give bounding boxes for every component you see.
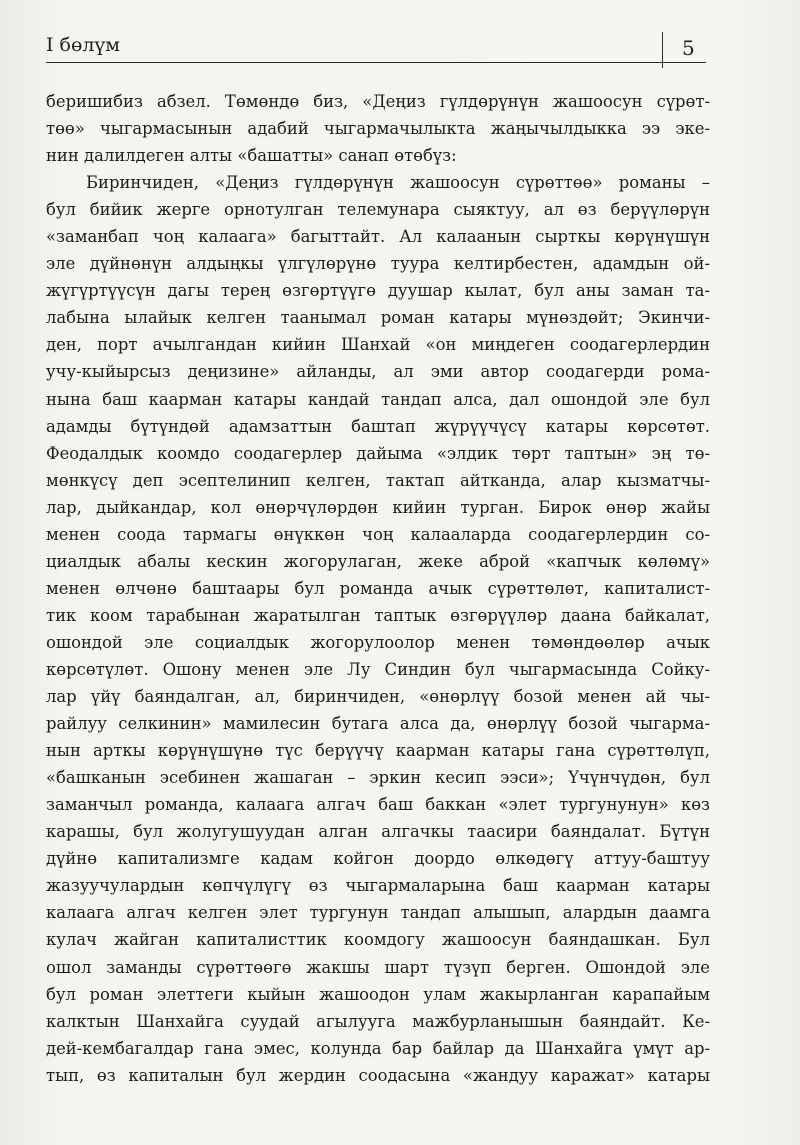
text-line: нын арткы көрүнүшүнө түс берүүчү каарман катары гана сүрөттөлүп, (46, 741, 710, 761)
text-line: лар үйү баяндалган, ал, биринчиден, «өнөрлүү бозой менен ай чы- (46, 687, 710, 707)
text-line: калктын Шанхайга суудай агылууга мажбурланышын баяндайт. Ке- (46, 1011, 710, 1031)
text-line: эле дүйнөнүн алдыңкы үлгүлөрүнө туура келтирбестен, адамдын ой- (46, 254, 710, 274)
text-line: менен соода тармагы өнүккөн чоң калааларда соодагерлердин со- (46, 524, 710, 544)
page-number: 5 (682, 36, 695, 60)
text-line: калаага алгач келген элет тургунун тандап алышып, алардын даамга (46, 903, 710, 923)
text-line: карашы, бул жолугушуудан алган алгачкы таасири баяндалат. Бүтүн (46, 822, 710, 842)
text-line: менен өлчөнө баштаары бул романда ачык сүрөттөлөт, капиталист- (46, 578, 710, 598)
text-line: мөнкүсү деп эсептелинип келген, тактап айтканда, алар кызматчы- (46, 470, 710, 490)
text-line: ошол заманды сүрөттөөгө жакшы шарт түзүп берген. Ошондой эле (46, 957, 710, 977)
text-line: бул роман элеттеги кыйын жашоодон улам жакырланган карапайым (46, 984, 710, 1004)
text-line: ден, порт ачылгандан кийин Шанхай «он миңдеген соодагерлердин (46, 335, 710, 355)
text-line: нына баш каарман катары кандай тандап алса, дал ошондой эле бул (46, 389, 710, 409)
text-line: учу-кыйырсыз деңизине» айланды, ал эми автор соодагерди рома- (46, 362, 710, 382)
text-line: Феодалдык коомдо соодагерлер дайыма «элдик төрт таптын» эң тө- (46, 443, 710, 463)
body-text (46, 88, 710, 1089)
header-divider (662, 32, 663, 68)
text-line: жазуучулардын көпчүлүгү өз чыгармаларына баш каарман катары (46, 876, 710, 896)
text-line: дей-кембагалдар гана эмес, колунда бар байлар да Шанхайга үмүт ар- (46, 1038, 710, 1058)
text-line: көрсөтүлөт. Ошону менен эле Лу Синдин бул чыгармасында Сойку- (46, 659, 710, 679)
text-line: циалдык абалы кескин жогорулаган, жеке аброй «капчык көлөмү» (46, 551, 710, 571)
text-line: лабына ылайык келген таанымал роман катары мүнөздөйт; Экинчи- (46, 308, 710, 328)
text-line: жүгүртүүсүн дагы терең өзгөртүүгө дуушар кылат, бул аны заман та- (46, 281, 710, 301)
text-line: Биринчиден, «Деңиз гүлдөрүнүн жашоосун сүрөттөө» романы – (86, 173, 710, 193)
text-line: адамды бүтүндөй адамзаттын баштап жүрүүчүсү катары көрсөтөт. (46, 416, 710, 436)
text-line: заманчыл романда, калаага алгач баш баккан «элет тургунунун» көз (46, 795, 710, 815)
text-line: тып, өз капиталын бул жердин соодасына «жандуу каражат» катары (46, 1065, 710, 1085)
text-line: «заманбап чоң калаага» багыттайт. Ал калаанын сырткы көрүнүшүн (46, 227, 710, 247)
text-line: нин далилдеген алты «башатты» санап өтөбүз: (46, 146, 457, 166)
text-line: кулач жайган капиталисттик коомдогу жашоосун баяндашкан. Бул (46, 930, 710, 950)
text-line: бул бийик жерге орнотулган телемунара сыяктуу, ал өз берүүлөрүн (46, 200, 710, 220)
text-line: райлуу селкинин» мамилесин бутага алса да, өнөрлүү бозой чыгарма- (46, 714, 710, 734)
section-label: I бөлүм (46, 34, 121, 56)
text-line: лар, дыйкандар, кол өнөрчүлөрдөн кийин турган. Бирок өнөр жайы (46, 497, 710, 517)
text-line: тик коом тарабынан жаратылган таптык өзгөрүүлөр даана байкалат, (46, 605, 710, 625)
text-line: ошондой эле социалдык жогорулоолор менен төмөндөөлөр ачык (46, 632, 710, 652)
running-header (46, 32, 706, 68)
text-line: дүйнө капитализмге кадам койгон доордо өлкөдөгү аттуу-баштуу (46, 849, 710, 869)
header-rule (46, 62, 706, 63)
text-line: төө» чыгармасынын адабий чыгармачылыкта жаңычылдыкка ээ эке- (46, 119, 710, 139)
text-line: беришибиз абзел. Төмөндө биз, «Деңиз гүлдөрүнүн жашоосун сүрөт- (46, 92, 710, 111)
text-line: «башканын эсебинен жашаган – эркин кесип ээси»; Үчүнчүдөн, бул (46, 768, 710, 788)
